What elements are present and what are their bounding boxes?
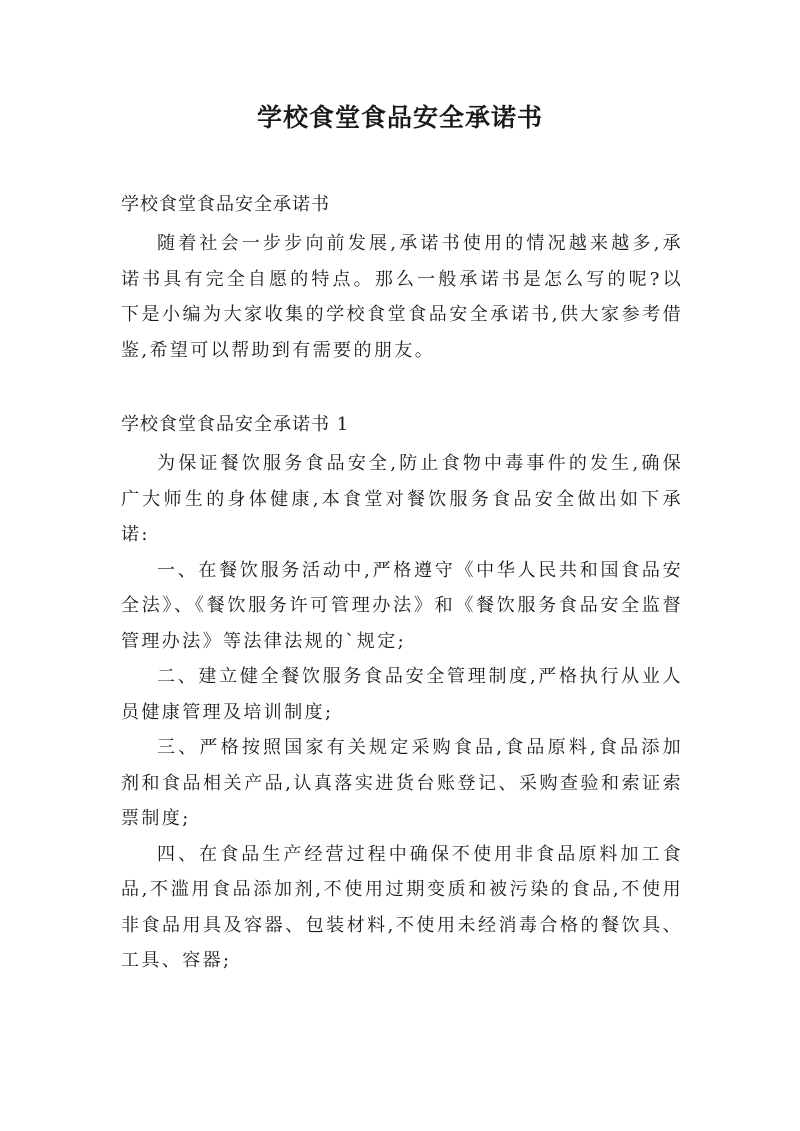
section1-heading: 学校食堂食品安全承诺书 1	[121, 414, 350, 435]
section1-clause: 四、在食品生产经营过程中确保不使用非食品原料加工食品,不滥用食品添加剂,不使用过期变质和被污染的食品,不使用非食品用具及容器、包装材料,不使用未经消毒合格的餐饮具、工具、容器;	[121, 843, 683, 971]
document-body	[121, 190, 683, 979]
section1-clause: 一、在餐饮服务活动中,严格遵守《中华人民共和国食品安全法》、《餐饮服务许可管理办法》和《餐饮服务食品安全监督管理办法》等法律法规的`规定;	[121, 559, 683, 652]
spacer	[121, 368, 683, 410]
section1-clause: 二、建立健全餐饮服务食品安全管理制度,严格执行从业人员健康管理及培训制度;	[121, 666, 683, 723]
section1-paragraph: 为保证餐饮服务食品安全,防止食物中毒事件的发生,确保广大师生的身体健康,本食堂对餐饮服务食品安全做出如下承诺:	[121, 453, 683, 545]
intro-heading: 学校食堂食品安全承诺书	[121, 194, 330, 215]
intro-paragraph: 随着社会一步步向前发展,承诺书使用的情况越来越多,承诺书具有完全自愿的特点。那么一般承诺书是怎么写的呢?以下是小编为大家收集的学校食堂食品安全承诺书,供大家参考借鉴,希望可以帮助到有需要的朋友。	[121, 233, 683, 361]
document-title: 学校食堂食品安全承诺书	[256, 103, 543, 132]
section1-clause: 三、严格按照国家有关规定采购食品,食品原料,食品添加剂和食品相关产品,认真落实进货台账登记、采购查验和索证索票制度;	[121, 737, 683, 829]
